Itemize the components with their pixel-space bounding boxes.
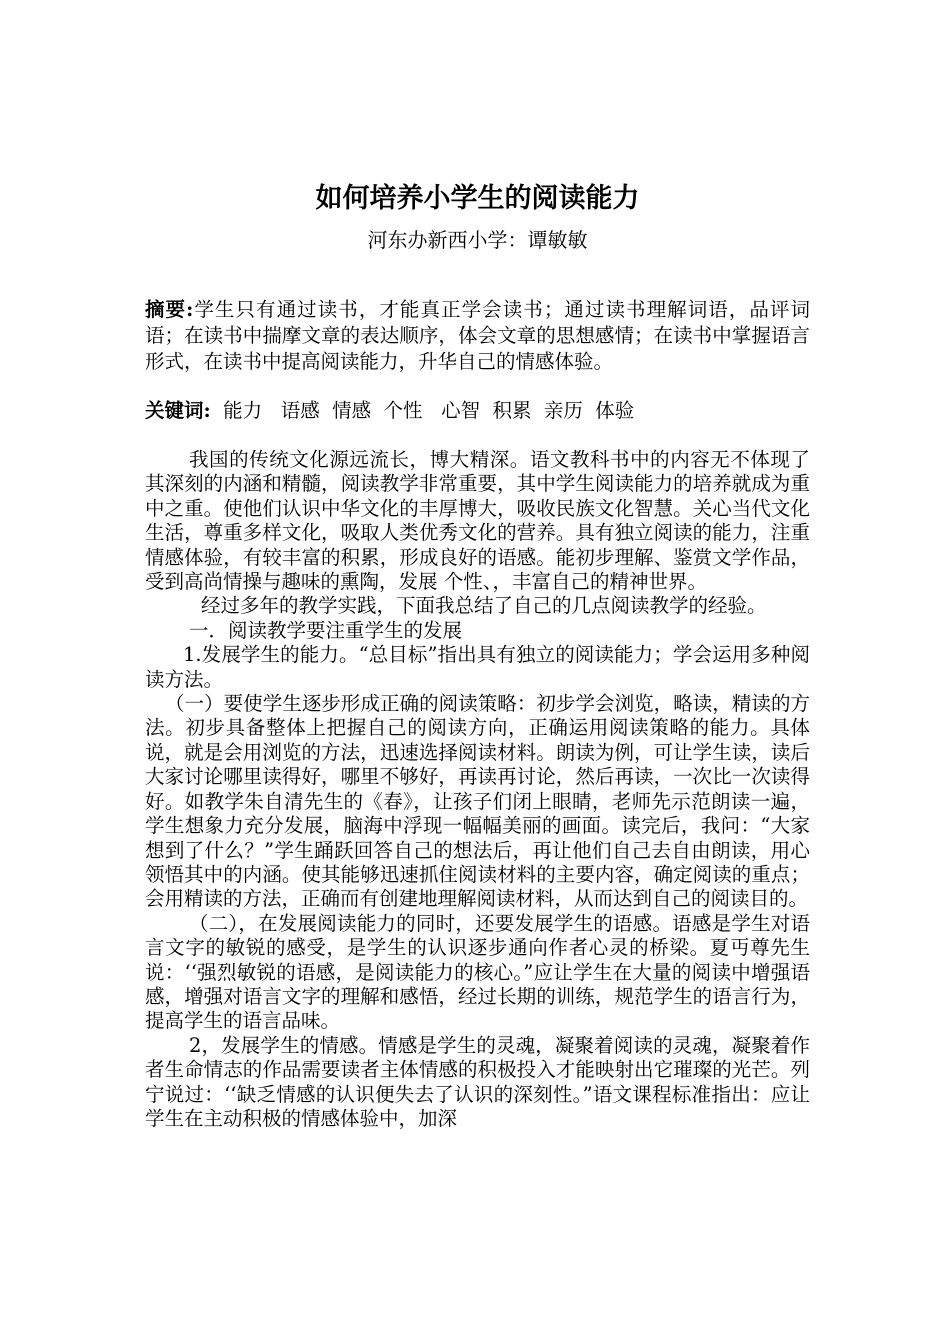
document-author: 河东办新西小学：谭敏敏 [367, 228, 588, 252]
abstract-section [145, 297, 810, 375]
abstract-label: 摘要: [145, 298, 194, 321]
body-paragraph: 我国的传统文化源远流长，博大精深。语文教科书中的内容无不体现了其深刻的内涵和精髓，阅读教学非常重要，其中学生阅读能力的培养就成为重中之重。使他们认识中华文化的丰厚博大，吸收民族文化智慧。关心当代文化生活，尊重多样文化，吸取人类优秀文化的营养。具有独立阅读的能力，注重情感体验，有较丰富的积累，形成良好的语感。能初步理解、鉴赏文学作品，受到高尚情操与趣味的熏陶，发展 个性、，丰富自己的精神世界。 [145, 448, 810, 594]
section-heading: 一．阅读教学要注重学生的发展 [189, 618, 463, 642]
document-title: 如何培养小学生的阅读能力 [315, 183, 640, 214]
body-paragraph: 经过多年的教学实践，下面我总结了自己的几点阅读教学的经验。 [201, 594, 767, 618]
document-body [145, 448, 810, 1131]
abstract-text: 学生只有通过读书，才能真正学会读书；通过读书理解词语，品评词语；在读书中揣摩文章的表达顺序，体会文章的思想感情；在读书中掌握语言形式，在读书中提高阅读能力，升华自己的情感体验。 [145, 298, 810, 373]
body-paragraph: （二），在发展阅读能力的同时，还要发展学生的语感。语感是学生对语言文字的敏锐的感受，是学生的认识逐步通向作者心灵的桥梁。夏丏尊先生说：‘‘强烈敏锐的语感，是阅读能力的核心。”应让学生在大量的阅读中增强语感，增强对语言文字的理解和感悟，经过长期的训练，规范学生的语言行为，提高学生的语言品味。 [145, 911, 810, 1033]
document-page [145, 0, 810, 1344]
subsection-heading: 1.发展学生的能力。“总目标”指出具有独立的阅读能力；学会运用多种阅读方法。 [145, 643, 810, 691]
keywords-label: 关键词: [145, 399, 211, 422]
keywords-section [145, 398, 810, 424]
body-paragraph: 2，发展学生的情感。情感是学生的灵魂，凝聚着阅读的灵魂，凝聚着作者生命情志的作品需要读者主体情感的积极投入才能映射出它璀璨的光芒。列宁说过：‘‘缺乏情感的认识便失去了认识的深刻性。”语文课程标准指出：应让学生在主动积极的情感体验中，加深 [145, 1033, 810, 1130]
body-paragraph: （一）要使学生逐步形成正确的阅读策略：初步学会浏览，略读，精读的方法。初步具备整体上把握自己的阅读方向，正确运用阅读策略的能力。具体说，就是会用浏览的方法，迅速选择阅读材料。朗读为例，可让学生读，读后大家讨论哪里读得好，哪里不够好，再读再讨论，然后再读，一次比一次读得好。如教学朱自清先生的《春》，让孩子们闭上眼睛，老师先示范朗读一遍，学生想象力充分发展，脑海中浮现一幅幅美丽的画面。读完后，我问：“大家想到了什么？”学生踊跃回答自己的想法后，再让他们自己去自由朗读，用心领悟其中的内涵。使其能够迅速抓住阅读材料的主要内容，确定阅读的重点；会用精读的方法，正确而有创建地理解阅读材料，从而达到自己的阅读目的。 [145, 692, 810, 911]
keywords-text: 能力 语感 情感 个性 心智 积累 亲历 体验 [210, 399, 635, 422]
